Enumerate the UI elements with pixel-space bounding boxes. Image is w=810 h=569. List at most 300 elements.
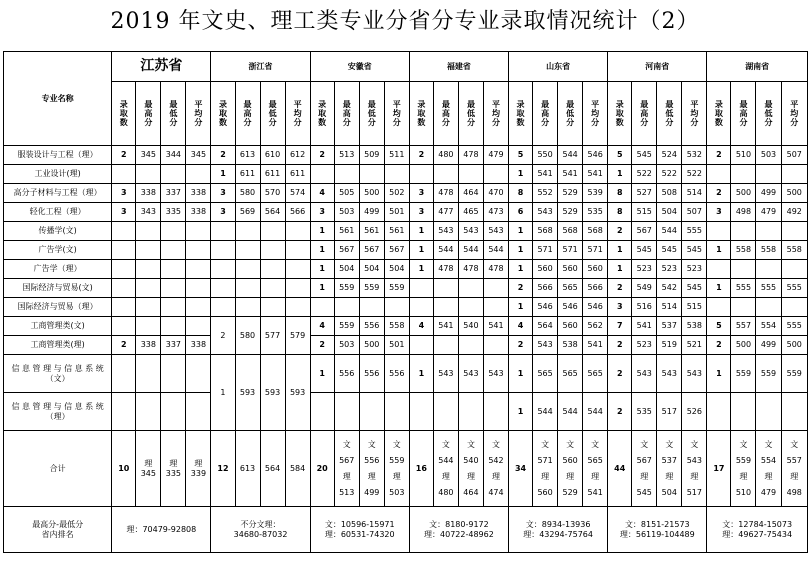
total-value-line: 567 xyxy=(636,455,652,465)
subcol-header-count xyxy=(509,82,533,146)
cell-shandong-avg: 565 xyxy=(583,355,608,393)
cell-anhui-max: 556 xyxy=(334,355,359,393)
cell-shandong-avg: 562 xyxy=(583,317,608,336)
subcol-char: 分 xyxy=(739,118,748,128)
cell-zhejiang-min xyxy=(260,279,285,298)
cell-henan-max: 567 xyxy=(632,222,657,241)
subcol-char: 最 xyxy=(541,99,550,109)
cell-jiangsu-max xyxy=(136,241,161,260)
cell-shandong-max: 560 xyxy=(533,260,558,279)
cell-anhui-min: 500 xyxy=(359,184,384,203)
cell-fujian-avg xyxy=(483,298,508,317)
subcol-header-min xyxy=(756,82,781,146)
total-hunan-count: 17 xyxy=(707,431,731,507)
cell-hunan-max: 510 xyxy=(731,146,756,165)
total-value-line: 理 xyxy=(640,471,649,481)
cell-jiangsu-count: 3 xyxy=(112,184,136,203)
subcol-header-max xyxy=(632,82,657,146)
subcol-header-min xyxy=(260,82,285,146)
cell-shandong-avg: 539 xyxy=(583,184,608,203)
cell-fujian-avg: 478 xyxy=(483,260,508,279)
cell-hunan-max: 498 xyxy=(731,203,756,222)
cell-jiangsu-avg xyxy=(186,393,211,431)
cell-jiangsu-avg: 338 xyxy=(186,336,211,355)
subcol-char: 分 xyxy=(441,118,450,128)
cell-zhejiang-count xyxy=(211,241,235,260)
cell-jiangsu-avg: 345 xyxy=(186,146,211,165)
cell-zhejiang-count: 3 xyxy=(211,203,235,222)
subcol-char: 取 xyxy=(218,108,227,118)
cell-henan-count: 2 xyxy=(608,279,632,298)
ranking-shandong xyxy=(509,507,608,553)
cell-henan-max: 543 xyxy=(632,355,657,393)
cell-henan-count: 2 xyxy=(608,222,632,241)
cell-jiangsu-count xyxy=(112,279,136,298)
total-jiangsu-max: 理 345 xyxy=(136,431,161,507)
cell-fujian-min: 478 xyxy=(458,260,483,279)
ranking-label-line: 省内排名 xyxy=(41,529,74,539)
cell-anhui-max: 503 xyxy=(334,203,359,222)
cell-shandong-count: 1 xyxy=(509,355,533,393)
cell-jiangsu-avg xyxy=(186,260,211,279)
cell-zhejiang-max xyxy=(235,260,260,279)
total-hunan-max xyxy=(731,431,756,507)
total-shandong-max xyxy=(533,431,558,507)
cell-hunan-min: 559 xyxy=(756,355,781,393)
cell-henan-avg: 543 xyxy=(682,355,707,393)
cell-zhejiang-min: 610 xyxy=(260,146,285,165)
cell-fujian-avg: 543 xyxy=(483,355,508,393)
subcol-header-count xyxy=(707,82,731,146)
subcol-char: 最 xyxy=(665,99,674,109)
subcol-char: 数 xyxy=(615,118,624,128)
zhejiang-merged-min: 577 xyxy=(260,317,285,355)
total-value-line: 文 xyxy=(739,439,748,449)
total-value-line: 559 xyxy=(735,455,752,465)
header-row-provinces xyxy=(4,52,808,82)
cell-anhui-count xyxy=(310,165,334,184)
cell-zhejiang-min: 570 xyxy=(260,184,285,203)
cell-henan-min: 523 xyxy=(657,260,682,279)
total-value-line: 464 xyxy=(463,487,479,497)
cell-fujian-max xyxy=(433,165,458,184)
total-value-line: 理 xyxy=(591,471,600,481)
cell-jiangsu-max: 338 xyxy=(136,184,161,203)
subcol-header-count xyxy=(608,82,632,146)
cell-hunan-max: 555 xyxy=(731,279,756,298)
total-value-line: 544 xyxy=(438,455,454,465)
cell-fujian-min: 540 xyxy=(458,317,483,336)
cell-shandong-avg: 541 xyxy=(583,165,608,184)
cell-henan-max: 535 xyxy=(632,393,657,431)
cell-henan-min: 544 xyxy=(657,222,682,241)
subcol-char: 录 xyxy=(615,99,624,109)
subcol-char: 高 xyxy=(739,108,748,118)
total-value-line: 543 xyxy=(686,455,702,465)
ranking-hunan xyxy=(707,507,808,553)
table-row xyxy=(4,393,808,431)
subcol-char: 取 xyxy=(516,108,525,118)
total-zhejiang-max: 613 xyxy=(235,431,260,507)
total-henan-max xyxy=(632,431,657,507)
province-header: 山东省 xyxy=(509,52,608,82)
cell-henan-avg: 521 xyxy=(682,336,707,355)
cell-shandong-min: 560 xyxy=(558,260,583,279)
cell-henan-avg: 507 xyxy=(682,203,707,222)
cell-shandong-min: 565 xyxy=(558,279,583,298)
cell-anhui-min: 499 xyxy=(359,203,384,222)
cell-hunan-min xyxy=(756,222,781,241)
cell-fujian-avg: 479 xyxy=(483,146,508,165)
cell-hunan-min: 503 xyxy=(756,146,781,165)
zhejiang-merged-max: 593 xyxy=(235,355,260,431)
cell-anhui-avg: 559 xyxy=(384,279,409,298)
subcol-header-min xyxy=(359,82,384,146)
cell-henan-max: 523 xyxy=(632,336,657,355)
cell-anhui-min xyxy=(359,165,384,184)
cell-zhejiang-max: 569 xyxy=(235,203,260,222)
cell-shandong-min: 529 xyxy=(558,203,583,222)
subcol-char: 分 xyxy=(665,118,674,128)
total-anhui-count: 20 xyxy=(310,431,334,507)
cell-anhui-max: 559 xyxy=(334,317,359,336)
cell-jiangsu-min xyxy=(161,298,186,317)
subcol-char: 取 xyxy=(318,108,327,118)
subcol-char: 高 xyxy=(441,108,450,118)
total-value-line: 529 xyxy=(562,487,578,497)
total-value-line: 571 xyxy=(537,455,553,465)
cell-jiangsu-avg xyxy=(186,317,211,336)
cell-anhui-max: 559 xyxy=(334,279,359,298)
subcol-char: 数 xyxy=(417,118,426,128)
subcol-char: 数 xyxy=(714,118,723,128)
cell-fujian-min: 543 xyxy=(458,355,483,393)
ranking-jiangsu xyxy=(112,507,211,553)
cell-shandong-min: 568 xyxy=(558,222,583,241)
cell-anhui-count: 1 xyxy=(310,355,334,393)
table-row xyxy=(4,241,808,260)
total-value-line: 541 xyxy=(587,487,603,497)
cell-jiangsu-min xyxy=(161,165,186,184)
cell-hunan-min: 554 xyxy=(756,317,781,336)
cell-henan-min: 519 xyxy=(657,336,682,355)
cell-fujian-avg xyxy=(483,336,508,355)
cell-shandong-max: 568 xyxy=(533,222,558,241)
province-header: 河南省 xyxy=(608,52,707,82)
total-value-line: 文 xyxy=(566,439,575,449)
cell-shandong-count: 8 xyxy=(509,184,533,203)
cell-shandong-avg: 535 xyxy=(583,203,608,222)
subcol-char: 取 xyxy=(417,108,426,118)
cell-hunan-max: 500 xyxy=(731,336,756,355)
subcol-char: 数 xyxy=(318,118,327,128)
cell-fujian-max: 544 xyxy=(433,241,458,260)
cell-henan-avg: 526 xyxy=(682,393,707,431)
ranking-line: 文：10596-15971 xyxy=(324,520,395,530)
cell-shandong-max: 564 xyxy=(533,317,558,336)
cell-jiangsu-avg: 338 xyxy=(186,184,211,203)
cell-hunan-count xyxy=(707,222,731,241)
subcol-char: 低 xyxy=(566,108,575,118)
subcol-char: 低 xyxy=(169,108,178,118)
total-anhui-max xyxy=(334,431,359,507)
cell-jiangsu-min: 335 xyxy=(161,203,186,222)
cell-anhui-avg: 558 xyxy=(384,317,409,336)
total-value-line: 文 xyxy=(491,439,500,449)
subcol-char: 录 xyxy=(516,99,525,109)
cell-jiangsu-min xyxy=(161,279,186,298)
subcol-char: 数 xyxy=(119,118,128,128)
subcol-char: 均 xyxy=(690,108,699,118)
major-name: 工商管理类(文) xyxy=(4,317,112,336)
total-value-line: 559 xyxy=(389,455,405,465)
cell-hunan-count: 2 xyxy=(707,336,731,355)
major-name: 轻化工程（理） xyxy=(4,203,112,222)
subcol-char: 最 xyxy=(739,99,748,109)
total-label: 合计 xyxy=(4,431,112,507)
cell-fujian-count xyxy=(409,165,433,184)
zhejiang-merged-min: 593 xyxy=(260,355,285,431)
cell-shandong-count: 1 xyxy=(509,393,533,431)
total-anhui-avg xyxy=(384,431,409,507)
cell-anhui-max: 567 xyxy=(334,241,359,260)
subcol-char: 最 xyxy=(441,99,450,109)
cell-fujian-avg: 544 xyxy=(483,241,508,260)
cell-henan-avg: 555 xyxy=(682,222,707,241)
cell-jiangsu-min xyxy=(161,241,186,260)
cell-jiangsu-max xyxy=(136,298,161,317)
cell-zhejiang-avg xyxy=(285,279,310,298)
cell-zhejiang-count: 1 xyxy=(211,165,235,184)
cell-jiangsu-count xyxy=(112,298,136,317)
cell-anhui-max: 505 xyxy=(334,184,359,203)
total-shandong-count: 34 xyxy=(509,431,533,507)
cell-anhui-count: 3 xyxy=(310,203,334,222)
subcol-header-avg xyxy=(781,82,807,146)
cell-fujian-max xyxy=(433,298,458,317)
subcol-char: 分 xyxy=(640,118,649,128)
cell-anhui-avg: 501 xyxy=(384,336,409,355)
cell-hunan-count: 1 xyxy=(707,279,731,298)
cell-fujian-max: 478 xyxy=(433,260,458,279)
cell-shandong-max: 552 xyxy=(533,184,558,203)
cell-shandong-count: 1 xyxy=(509,260,533,279)
page-title: 2019 年文史、理工类专业分省分专业录取情况统计（2） xyxy=(110,9,700,34)
subcol-char: 录 xyxy=(218,99,227,109)
subcol-header-avg xyxy=(285,82,310,146)
cell-jiangsu-count xyxy=(112,260,136,279)
cell-fujian-count: 3 xyxy=(409,203,433,222)
total-value-line: 理 xyxy=(466,471,475,481)
cell-hunan-max xyxy=(731,222,756,241)
subcol-header-avg xyxy=(384,82,409,146)
cell-fujian-min xyxy=(458,165,483,184)
cell-henan-min: 537 xyxy=(657,317,682,336)
total-value-line: 560 xyxy=(537,487,553,497)
ranking-line: 文：8180-9172 xyxy=(429,520,489,530)
cell-henan-avg: 515 xyxy=(682,298,707,317)
cell-jiangsu-count: 2 xyxy=(112,336,136,355)
cell-henan-min: 517 xyxy=(657,393,682,431)
subcol-char: 低 xyxy=(665,108,674,118)
cell-henan-avg: 523 xyxy=(682,260,707,279)
total-shandong-avg xyxy=(583,431,608,507)
subcol-char: 低 xyxy=(268,108,277,118)
total-value-line: 474 xyxy=(488,487,504,497)
cell-hunan-max: 559 xyxy=(731,355,756,393)
total-value-line: 文 xyxy=(466,439,475,449)
cell-zhejiang-avg xyxy=(285,298,310,317)
ranking-line: 理：43294-75764 xyxy=(523,529,593,539)
cell-hunan-count: 2 xyxy=(707,184,731,203)
table-row xyxy=(4,146,808,165)
cell-anhui-count: 4 xyxy=(310,184,334,203)
subcol-header-min xyxy=(558,82,583,146)
cell-jiangsu-avg xyxy=(186,279,211,298)
subcol-header-min xyxy=(657,82,682,146)
subcol-header-min xyxy=(458,82,483,146)
cell-zhejiang-count xyxy=(211,279,235,298)
subcol-header-min xyxy=(161,82,186,146)
cell-anhui-count: 4 xyxy=(310,317,334,336)
cell-hunan-avg xyxy=(781,165,807,184)
total-value-line: 理 xyxy=(764,471,773,481)
cell-hunan-max: 558 xyxy=(731,241,756,260)
cell-zhejiang-count: 3 xyxy=(211,184,235,203)
cell-hunan-max: 500 xyxy=(731,184,756,203)
cell-fujian-avg xyxy=(483,393,508,431)
cell-henan-max: 527 xyxy=(632,184,657,203)
cell-henan-max: 541 xyxy=(632,317,657,336)
cell-anhui-count xyxy=(310,393,334,431)
cell-zhejiang-avg xyxy=(285,241,310,260)
subcol-header-avg xyxy=(583,82,608,146)
cell-fujian-count: 1 xyxy=(409,355,433,393)
cell-henan-max: 516 xyxy=(632,298,657,317)
cell-anhui-count xyxy=(310,298,334,317)
cell-hunan-max xyxy=(731,393,756,431)
subcol-char: 平 xyxy=(790,99,799,109)
cell-anhui-avg xyxy=(384,165,409,184)
subcol-char: 均 xyxy=(790,108,799,118)
cell-hunan-max xyxy=(731,260,756,279)
cell-fujian-min: 543 xyxy=(458,222,483,241)
ranking-line: 文：8934-13936 xyxy=(525,520,591,530)
province-header: 福建省 xyxy=(409,52,508,82)
subcol-char: 取 xyxy=(615,108,624,118)
cell-hunan-min: 555 xyxy=(756,279,781,298)
cell-anhui-avg xyxy=(384,298,409,317)
cell-fujian-avg: 543 xyxy=(483,222,508,241)
cell-jiangsu-max: 338 xyxy=(136,336,161,355)
cell-fujian-max: 477 xyxy=(433,203,458,222)
cell-henan-min: 545 xyxy=(657,241,682,260)
cell-hunan-count: 2 xyxy=(707,146,731,165)
cell-hunan-count xyxy=(707,298,731,317)
cell-henan-count: 1 xyxy=(608,260,632,279)
total-value-line: 542 xyxy=(488,455,504,465)
table-row xyxy=(4,260,808,279)
subcol-char: 最 xyxy=(268,99,277,109)
cell-hunan-min xyxy=(756,260,781,279)
cell-zhejiang-avg xyxy=(285,260,310,279)
cell-shandong-min: 544 xyxy=(558,393,583,431)
cell-hunan-count xyxy=(707,165,731,184)
total-jiangsu-min: 理 335 xyxy=(161,431,186,507)
major-name: 工业设计(理) xyxy=(4,165,112,184)
cell-shandong-avg: 546 xyxy=(583,298,608,317)
cell-fujian-min xyxy=(458,336,483,355)
table-row xyxy=(4,203,808,222)
cell-henan-count: 7 xyxy=(608,317,632,336)
cell-fujian-avg xyxy=(483,279,508,298)
cell-hunan-avg: 555 xyxy=(781,317,807,336)
cell-henan-max: 523 xyxy=(632,260,657,279)
major-name: 服装设计与工程（理） xyxy=(4,146,112,165)
cell-fujian-max: 480 xyxy=(433,146,458,165)
cell-henan-max: 515 xyxy=(632,203,657,222)
cell-jiangsu-count xyxy=(112,222,136,241)
subcol-char: 均 xyxy=(392,108,401,118)
cell-zhejiang-max: 580 xyxy=(235,184,260,203)
cell-anhui-max xyxy=(334,165,359,184)
cell-fujian-min: 465 xyxy=(458,203,483,222)
cell-jiangsu-max: 343 xyxy=(136,203,161,222)
cell-shandong-avg: 568 xyxy=(583,222,608,241)
cell-jiangsu-avg: 338 xyxy=(186,203,211,222)
subcol-header-max xyxy=(731,82,756,146)
subcol-char: 分 xyxy=(466,118,475,128)
cell-anhui-min: 559 xyxy=(359,279,384,298)
cell-anhui-avg: 501 xyxy=(384,203,409,222)
cell-anhui-max: 513 xyxy=(334,146,359,165)
cell-jiangsu-count xyxy=(112,393,136,431)
total-henan-min xyxy=(657,431,682,507)
cell-shandong-min: 544 xyxy=(558,146,583,165)
cell-zhejiang-max xyxy=(235,279,260,298)
subcol-header-count xyxy=(211,82,235,146)
total-row xyxy=(4,431,808,507)
cell-henan-count: 8 xyxy=(608,184,632,203)
zhejiang-merged-max: 580 xyxy=(235,317,260,355)
cell-henan-max: 522 xyxy=(632,165,657,184)
cell-jiangsu-avg xyxy=(186,222,211,241)
table-row xyxy=(4,222,808,241)
cell-hunan-min: 558 xyxy=(756,241,781,260)
cell-shandong-max: 543 xyxy=(533,336,558,355)
cell-fujian-max: 543 xyxy=(433,355,458,393)
cell-anhui-max: 504 xyxy=(334,260,359,279)
cell-hunan-min: 499 xyxy=(756,336,781,355)
cell-zhejiang-max xyxy=(235,241,260,260)
cell-jiangsu-min xyxy=(161,393,186,431)
total-value-line: 理 xyxy=(690,471,699,481)
major-name: 广告学(文) xyxy=(4,241,112,260)
cell-jiangsu-count xyxy=(112,165,136,184)
total-value-line: 文 xyxy=(541,439,550,449)
cell-shandong-avg: 544 xyxy=(583,393,608,431)
subcol-header-count xyxy=(409,82,433,146)
subcol-header-max xyxy=(235,82,260,146)
total-value-line: 文 xyxy=(591,439,600,449)
zhejiang-merged-count: 2 xyxy=(211,317,235,355)
cell-zhejiang-max xyxy=(235,222,260,241)
subcol-char: 平 xyxy=(491,99,500,109)
cell-fujian-count: 1 xyxy=(409,241,433,260)
cell-jiangsu-avg xyxy=(186,165,211,184)
cell-jiangsu-max: 345 xyxy=(136,146,161,165)
cell-hunan-count: 5 xyxy=(707,317,731,336)
